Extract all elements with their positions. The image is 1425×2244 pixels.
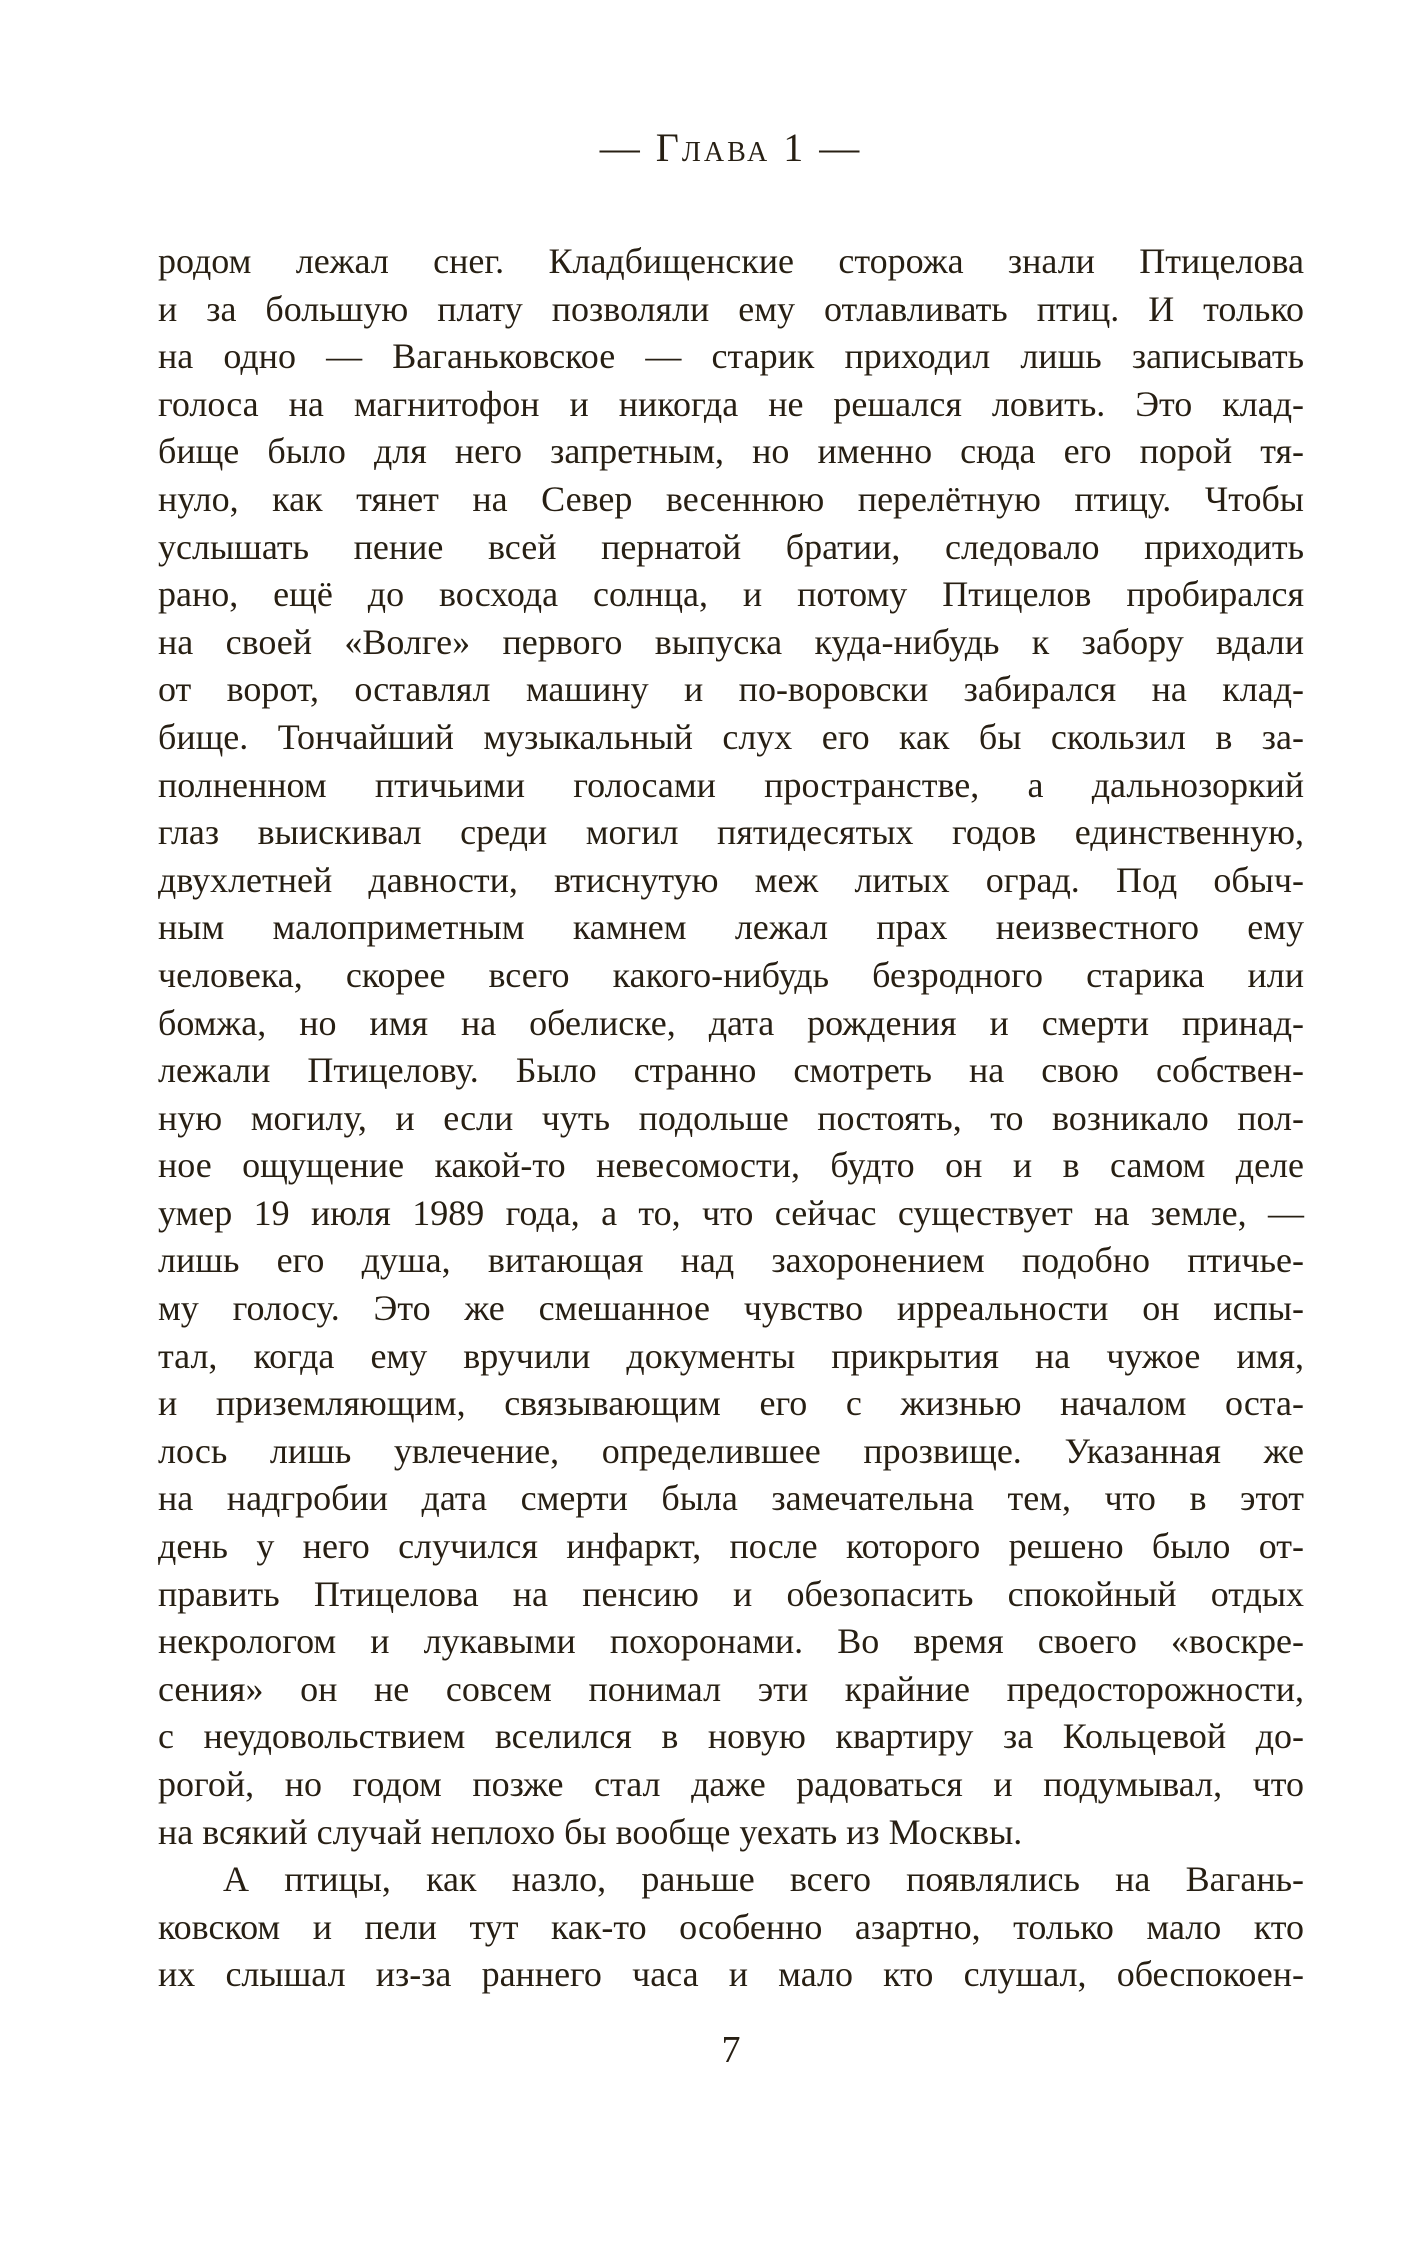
chapter-heading: — Глава 1 — — [599, 125, 863, 170]
text-line: бище было для него запретным, но именно сюда его порой тя- — [158, 431, 1304, 472]
text-line: тал, когда ему вручили документы прикрытия на чужое имя, — [158, 1335, 1304, 1376]
text-line: лось лишь увлечение, определившее прозвище. Указанная же — [158, 1430, 1304, 1471]
text-line: голоса на магнитофон и никогда не решался ловить. Это клад- — [158, 383, 1304, 424]
text-line: бище. Тончайший музыкальный слух его как бы скользил в за- — [158, 716, 1304, 757]
text-line: двухлетней давности, втиснутую меж литых оград. Под обыч- — [158, 859, 1304, 900]
text-line: нуло, как тянет на Север весеннюю перелётную птицу. Чтобы — [158, 478, 1304, 519]
text-line: сения» он не совсем понимал эти крайние предосторожности, — [158, 1668, 1304, 1709]
text-line: с неудовольствием вселился в новую квартиру за Кольцевой до- — [158, 1716, 1304, 1757]
text-line: их слышал из-за раннего часа и мало кто слушал, обеспокоен- — [158, 1954, 1304, 1995]
text-line: ное ощущение какой-то невесомости, будто он и в самом деле — [158, 1145, 1304, 1186]
text-line: день у него случился инфаркт, после которого решено было от- — [158, 1526, 1304, 1567]
text-line: полненном птичьими голосами пространстве, а дальнозоркий — [158, 764, 1304, 805]
text-line: глаз выискивал среди могил пятидесятых годов единственную, — [158, 812, 1304, 853]
text-line: на одно — Ваганьковское — старик приходил лишь записывать — [158, 336, 1304, 377]
text-line: некрологом и лукавыми похоронами. Во время своего «воскре- — [158, 1621, 1304, 1662]
text-line: му голосу. Это же смешанное чувство ирреальности он испы- — [158, 1288, 1304, 1329]
body-text — [158, 238, 1304, 1999]
text-line: ковском и пели тут как-то особенно азартно, только мало кто — [158, 1906, 1304, 1947]
text-line: на надгробии дата смерти была замечательна тем, что в этот — [158, 1478, 1304, 1519]
text-line: А птицы, как назло, раньше всего появлялись на Вагань- — [223, 1859, 1304, 1900]
text-line: бомжа, но имя на обелиске, дата рождения и смерти принад- — [158, 1002, 1304, 1043]
text-line: умер 19 июля 1989 года, а то, что сейчас существует на земле, — — [158, 1192, 1304, 1233]
text-line: на всякий случай неплохо бы вообще уехать из Москвы. — [158, 1811, 1023, 1852]
text-line: ную могилу, и если чуть подольше постоять, то возникало пол- — [158, 1097, 1304, 1138]
text-line: родом лежал снег. Кладбищенские сторожа знали Птицелова — [158, 241, 1304, 281]
text-line: и за большую плату позволяли ему отлавливать птиц. И только — [158, 288, 1304, 329]
text-line: от ворот, оставлял машину и по-воровски забирался на клад- — [158, 669, 1304, 710]
text-line: лежали Птицелову. Было странно смотреть на свою собствен- — [158, 1050, 1304, 1091]
page-number: 7 — [721, 2029, 741, 2071]
text-line: рано, ещё до восхода солнца, и потому Птицелов пробирался — [158, 574, 1304, 615]
text-line: править Птицелова на пенсию и обезопасить спокойный отдых — [158, 1573, 1304, 1614]
text-line: человека, скорее всего какого-нибудь безродного старика или — [158, 954, 1304, 995]
text-line: ным малоприметным камнем лежал прах неизвестного ему — [158, 907, 1304, 948]
text-line: услышать пение всей пернатой братии, следовало приходить — [158, 526, 1304, 567]
text-line: рогой, но годом позже стал даже радоваться и подумывал, что — [158, 1764, 1304, 1804]
text-line: лишь его душа, витающая над захоронением подобно птичье- — [158, 1240, 1304, 1281]
text-line: и приземляющим, связывающим его с жизнью началом оста- — [158, 1383, 1304, 1424]
text-line: на своей «Волге» первого выпуска куда-нибудь к забору вдали — [158, 621, 1304, 662]
